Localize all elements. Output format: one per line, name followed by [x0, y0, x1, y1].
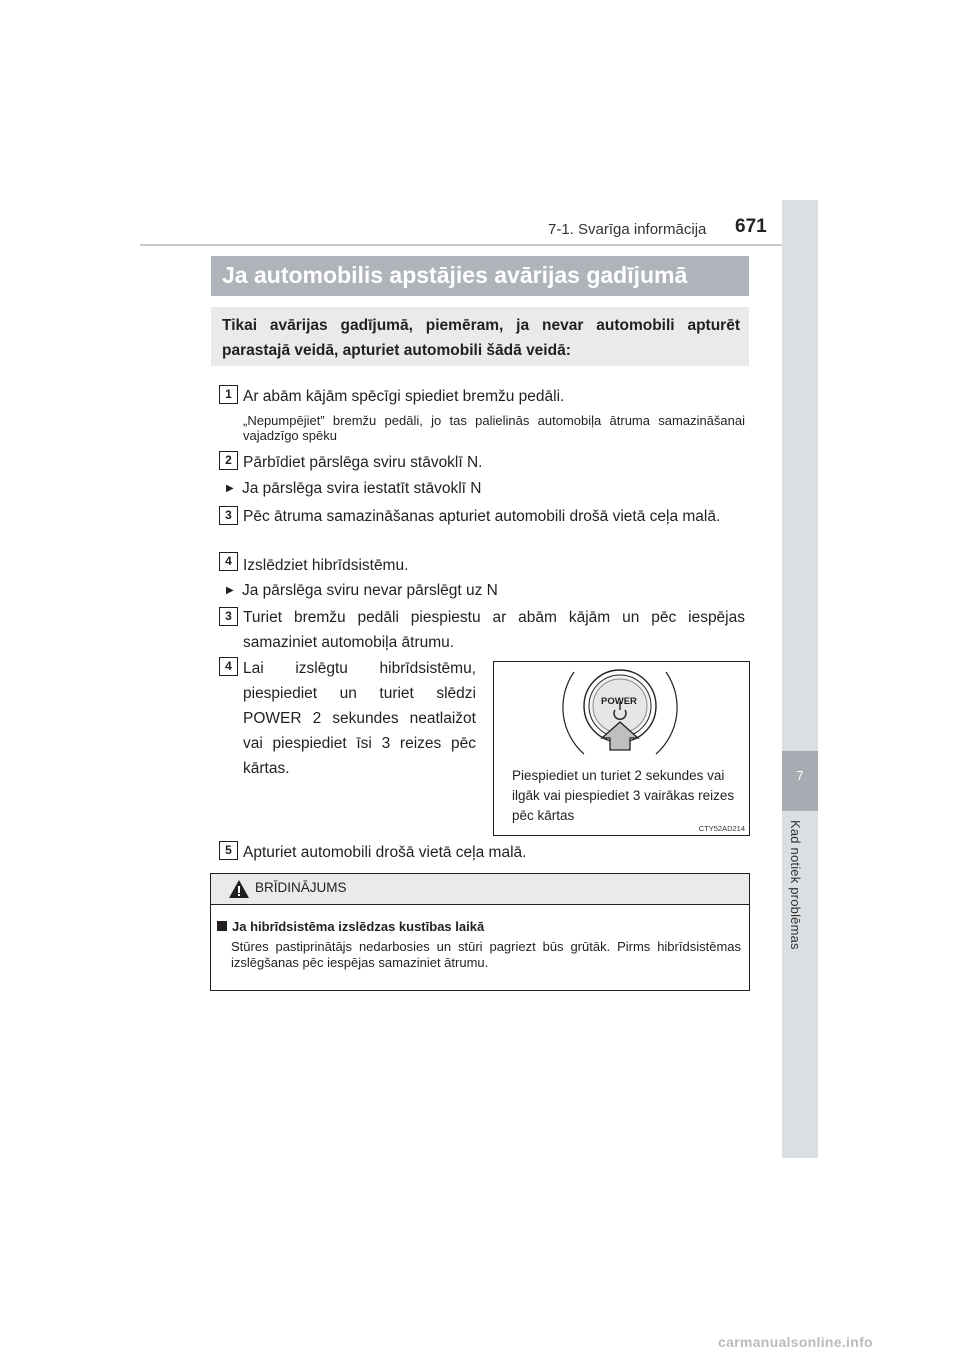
step-note: „Nepumpējiet” bremžu pedāli, jo tas palielinās automobiļa ātruma samazināšanai vajadzīgo spēku [243, 413, 745, 443]
step-badge: 4 [219, 552, 238, 571]
chapter-label: Kad notiek problēmas [788, 820, 803, 950]
warning-box [210, 873, 750, 991]
step-badge: 5 [219, 841, 238, 860]
chapter-tab-strip [782, 200, 818, 1158]
header-rule [140, 244, 818, 246]
page-number: 671 [735, 216, 767, 237]
step-text: Lai izslēgtu hibrīdsistēmu, piespiediet un turiet slēdzi POWER 2 sekundes neatlaižot vai piespiediet īsi 3 reizes pēc kārtas. [243, 660, 476, 777]
chapter-number: 7 [796, 768, 804, 783]
step-text: Izslēdziet hibrīdsistēmu. [243, 557, 409, 574]
page-title: Ja automobilis apstājies avārijas gadījumā [222, 262, 688, 288]
case-text: Ja pārslēga svira iestatīt stāvoklī N [242, 480, 482, 497]
watermark: carmanualsonline.info [718, 1334, 873, 1350]
warning-label: BRĪDINĀJUMS [255, 880, 347, 895]
figure-caption: Piespiediet un turiet 2 sekundes vai ilgāk vai piespiediet 3 vairākas reizes pēc kārtas [512, 768, 735, 823]
square-bullet-icon [217, 921, 227, 931]
figure-code: CTY52AD214 [698, 824, 745, 833]
intro-text: Tikai avārijas gadījumā, piemēram, ja nevar automobili apturēt parastajā veidā, apturiet automobili šādā veidā: [222, 317, 740, 359]
section-title: 7-1. Svarīga informācija [548, 221, 707, 238]
warning-triangle-icon [228, 879, 250, 899]
step-badge: 1 [219, 385, 238, 404]
step-badge: 3 [219, 506, 238, 525]
case-text: Ja pārslēga sviru nevar pārslēgt uz N [242, 582, 498, 599]
step-text: Pārbīdiet pārslēga sviru stāvoklī N. [243, 454, 483, 471]
power-button-label: POWER [601, 696, 637, 707]
arrow-right-icon: ▶ [226, 483, 234, 494]
power-switch-figure [493, 661, 750, 836]
step-badge: 3 [219, 607, 238, 626]
step-text: Apturiet automobili drošā vietā ceļa malā. [243, 844, 527, 861]
warning-subheading-text: Ja hibrīdsistēma izslēdzas kustības laikā [232, 919, 485, 934]
step-text: Ar abām kājām spēcīgi spiediet bremžu pedāli. [243, 388, 565, 405]
power-button-illustration [494, 662, 749, 762]
arrow-right-icon: ▶ [226, 585, 234, 596]
step-badge: 4 [219, 657, 238, 676]
case-heading [226, 578, 498, 605]
warning-body: Stūres pastiprinātājs nedarbosies un stūri pagriezt būs grūtāk. Pirms hibrīdsistēmas izslēgšanas pēc iespējas samaziniet ātrumu. [231, 939, 741, 970]
warning-header [211, 874, 749, 905]
step-text: Pēc ātruma samazināšanas apturiet automobili drošā vietā ceļa malā. [243, 508, 721, 525]
step-badge: 2 [219, 451, 238, 470]
step-text: Turiet bremžu pedāli piespiestu ar abām kājām un pēc iespējas samaziniet automobiļa ātrumu. [243, 609, 745, 651]
case-heading [226, 476, 482, 503]
warning-subheading [217, 919, 484, 934]
